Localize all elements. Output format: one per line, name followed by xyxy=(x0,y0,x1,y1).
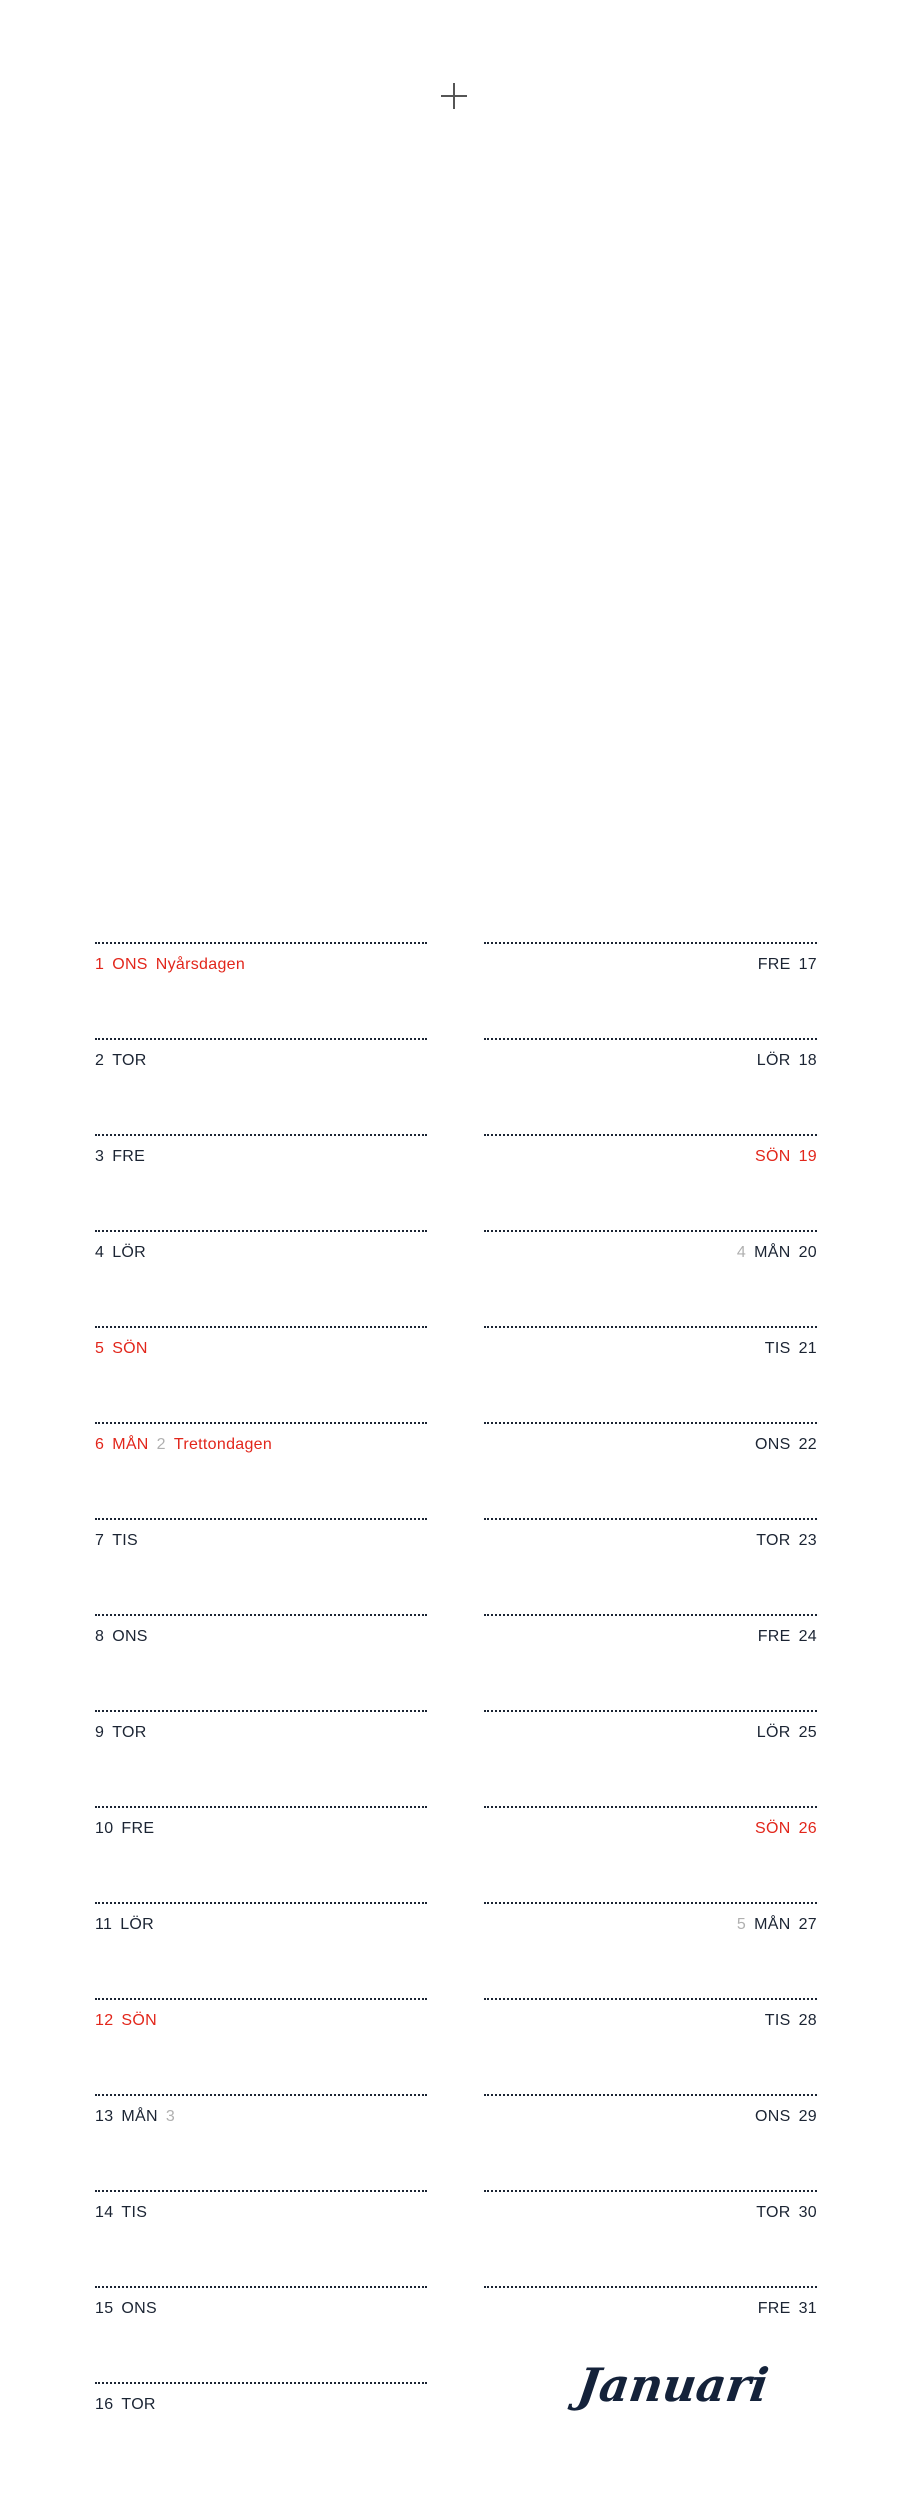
day-of-week: TOR xyxy=(112,1052,147,1069)
day-number: 22 xyxy=(798,1436,817,1453)
day-number: 27 xyxy=(798,1916,817,1933)
day-of-week: ONS xyxy=(121,2300,157,2317)
day-of-week: LÖR xyxy=(120,1916,155,1933)
day-row[interactable] xyxy=(95,2382,427,2478)
day-label xyxy=(755,1148,817,1166)
day-of-week: FRE xyxy=(757,956,791,973)
day-of-week: TOR xyxy=(756,2204,791,2221)
day-label xyxy=(95,2204,147,2222)
day-number: 19 xyxy=(798,1148,817,1165)
dotted-line xyxy=(95,1998,427,2000)
dotted-line xyxy=(95,942,427,944)
day-label xyxy=(737,1244,817,1262)
day-number: 20 xyxy=(798,1244,817,1261)
dotted-line xyxy=(95,1518,427,1520)
day-label xyxy=(95,1244,146,1262)
day-row[interactable] xyxy=(95,1326,427,1422)
dotted-line xyxy=(95,2286,427,2288)
day-label xyxy=(95,1148,145,1166)
day-number: 17 xyxy=(798,956,817,973)
day-number: 21 xyxy=(798,1340,817,1357)
day-row[interactable] xyxy=(95,2286,427,2382)
day-row[interactable] xyxy=(484,1422,817,1518)
day-row[interactable] xyxy=(95,1230,427,1326)
dotted-line xyxy=(95,2382,427,2384)
day-of-week: FRE xyxy=(112,1148,146,1165)
day-number: 3 xyxy=(95,1148,105,1165)
day-row[interactable] xyxy=(95,1518,427,1614)
dotted-line xyxy=(484,1998,817,2000)
day-label xyxy=(95,1820,154,1838)
day-number: 29 xyxy=(798,2108,817,2125)
day-row[interactable] xyxy=(95,1038,427,1134)
day-number: 31 xyxy=(798,2300,817,2317)
day-row[interactable] xyxy=(484,1326,817,1422)
day-number: 14 xyxy=(95,2204,114,2221)
day-of-week: MÅN xyxy=(754,1916,791,1933)
dotted-line xyxy=(95,1038,427,1040)
day-label xyxy=(756,2204,817,2222)
day-of-week: SÖN xyxy=(121,2012,157,2029)
day-number: 18 xyxy=(798,1052,817,1069)
day-label xyxy=(95,2300,157,2318)
day-row[interactable] xyxy=(484,1518,817,1614)
day-label xyxy=(95,2012,157,2030)
day-number: 6 xyxy=(95,1436,105,1453)
day-of-week: SÖN xyxy=(755,1820,791,1837)
day-row[interactable] xyxy=(484,1134,817,1230)
day-row[interactable] xyxy=(95,1902,427,1998)
day-row[interactable] xyxy=(484,1710,817,1806)
dotted-line xyxy=(95,2190,427,2192)
holiday-name: Nyårsdagen xyxy=(155,956,246,973)
day-label xyxy=(755,1436,817,1454)
day-label xyxy=(95,1532,138,1550)
day-number: 5 xyxy=(95,1340,105,1357)
day-number: 25 xyxy=(798,1724,817,1741)
day-of-week: TIS xyxy=(121,2204,148,2221)
day-number: 11 xyxy=(95,1916,113,1933)
day-row[interactable] xyxy=(484,1806,817,1902)
day-of-week: LÖR xyxy=(756,1052,791,1069)
day-label xyxy=(95,1052,147,1070)
day-row[interactable] xyxy=(484,942,817,1038)
day-label xyxy=(755,1820,817,1838)
dotted-line xyxy=(484,1806,817,1808)
day-row[interactable] xyxy=(95,1806,427,1902)
day-row[interactable] xyxy=(484,2190,817,2286)
day-label xyxy=(758,956,817,974)
day-of-week: TIS xyxy=(764,2012,791,2029)
dotted-line xyxy=(95,1422,427,1424)
day-number: 24 xyxy=(798,1628,817,1645)
dotted-line xyxy=(95,1710,427,1712)
day-row[interactable] xyxy=(484,1230,817,1326)
dotted-line xyxy=(484,1422,817,1424)
day-row[interactable] xyxy=(95,2094,427,2190)
day-number: 4 xyxy=(95,1244,105,1261)
day-of-week: MÅN xyxy=(121,2108,158,2125)
day-label xyxy=(765,2012,817,2030)
day-number: 16 xyxy=(95,2396,114,2413)
day-of-week: TOR xyxy=(756,1532,791,1549)
day-of-week: ONS xyxy=(755,2108,791,2125)
day-of-week: LÖR xyxy=(756,1724,791,1741)
day-number: 15 xyxy=(95,2300,114,2317)
day-number: 13 xyxy=(95,2108,114,2125)
day-label xyxy=(757,1052,817,1070)
dotted-line xyxy=(484,1326,817,1328)
day-number: 2 xyxy=(95,1052,105,1069)
dotted-line xyxy=(484,1614,817,1616)
day-label xyxy=(755,2108,817,2126)
day-label xyxy=(765,1340,817,1358)
day-of-week: ONS xyxy=(112,1628,148,1645)
day-label xyxy=(758,2300,817,2318)
day-row[interactable] xyxy=(484,1998,817,2094)
day-number: 1 xyxy=(95,956,105,973)
day-number: 30 xyxy=(798,2204,817,2221)
day-of-week: SÖN xyxy=(755,1148,791,1165)
day-label xyxy=(95,1340,148,1358)
dotted-line xyxy=(95,1902,427,1904)
dotted-line xyxy=(484,1710,817,1712)
day-label xyxy=(95,1436,272,1454)
dotted-line xyxy=(484,1038,817,1040)
dotted-line xyxy=(95,1614,427,1616)
day-of-week: FRE xyxy=(757,2300,791,2317)
dotted-line xyxy=(95,1806,427,1808)
day-of-week: MÅN xyxy=(754,1244,791,1261)
day-of-week: TIS xyxy=(764,1340,791,1357)
crosshair-mark xyxy=(441,83,467,109)
week-number: 2 xyxy=(156,1436,166,1453)
day-number: 23 xyxy=(798,1532,817,1549)
day-number: 28 xyxy=(798,2012,817,2029)
holiday-name: Trettondagen xyxy=(173,1436,273,1453)
day-of-week: FRE xyxy=(121,1820,155,1837)
day-row[interactable] xyxy=(95,942,427,1038)
day-label xyxy=(95,956,245,974)
day-of-week: MÅN xyxy=(112,1436,149,1453)
day-row[interactable] xyxy=(484,2094,817,2190)
week-number: 3 xyxy=(165,2108,176,2125)
day-row[interactable] xyxy=(95,1422,427,1518)
day-label xyxy=(95,1724,147,1742)
day-row[interactable] xyxy=(95,2190,427,2286)
dotted-line xyxy=(95,1230,427,1232)
day-of-week: TIS xyxy=(112,1532,138,1549)
day-label xyxy=(95,2108,175,2126)
day-row[interactable] xyxy=(484,1902,817,1998)
day-label xyxy=(95,1628,148,1646)
dotted-line xyxy=(484,1902,817,1904)
day-number: 12 xyxy=(95,2012,114,2029)
day-of-week: TOR xyxy=(112,1724,147,1741)
day-of-week: FRE xyxy=(757,1628,791,1645)
dotted-line xyxy=(484,1518,817,1520)
day-label xyxy=(95,1916,154,1934)
week-number: 4 xyxy=(736,1244,747,1261)
day-label xyxy=(737,1916,817,1934)
day-of-week: LÖR xyxy=(112,1244,147,1261)
day-row[interactable] xyxy=(484,1614,817,1710)
day-number: 8 xyxy=(95,1628,105,1645)
dotted-line xyxy=(484,1134,817,1136)
day-label xyxy=(95,2396,156,2414)
day-row[interactable] xyxy=(95,1134,427,1230)
dotted-line xyxy=(95,1326,427,1328)
day-number: 7 xyxy=(95,1532,105,1549)
day-of-week: ONS xyxy=(112,956,148,973)
day-of-week: TOR xyxy=(121,2396,156,2413)
week-number: 5 xyxy=(736,1916,747,1933)
day-row[interactable] xyxy=(95,1614,427,1710)
dotted-line xyxy=(95,1134,427,1136)
day-row[interactable] xyxy=(95,1710,427,1806)
day-label xyxy=(758,1628,817,1646)
day-number: 26 xyxy=(798,1820,817,1837)
dotted-line xyxy=(484,2286,817,2288)
month-title: Januari xyxy=(574,2358,772,2412)
day-row[interactable] xyxy=(484,1038,817,1134)
dotted-line xyxy=(484,1230,817,1232)
day-label xyxy=(756,1532,817,1550)
day-row[interactable] xyxy=(95,1998,427,2094)
dotted-line xyxy=(484,2094,817,2096)
dotted-line xyxy=(95,2094,427,2096)
day-of-week: ONS xyxy=(755,1436,791,1453)
day-number: 9 xyxy=(95,1724,105,1741)
day-of-week: SÖN xyxy=(112,1340,148,1357)
dotted-line xyxy=(484,2190,817,2192)
day-label xyxy=(757,1724,817,1742)
dotted-line xyxy=(484,942,817,944)
day-number: 10 xyxy=(95,1820,114,1837)
